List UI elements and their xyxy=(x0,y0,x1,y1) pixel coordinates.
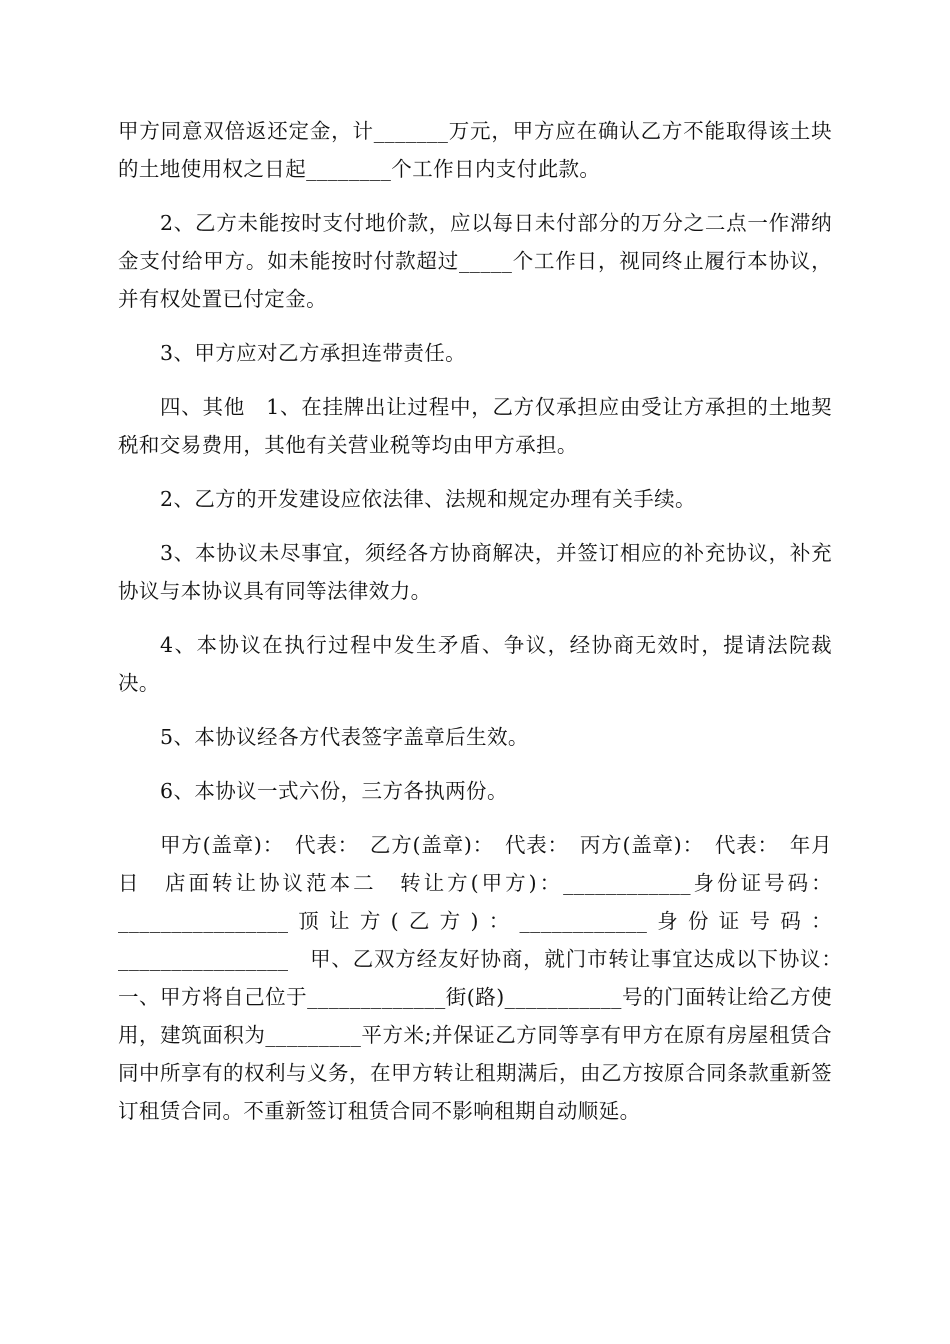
paragraph-other-2: 2、乙方的开发建设应依法律、法规和规定办理有关手续。 xyxy=(160,487,696,511)
paragraph-other-1: 四、其他 1、在挂牌出让过程中，乙方仅承担应由受让方承担的土地契税和交易费用，其他有关营业税等均由甲方承担。 xyxy=(118,395,832,457)
paragraph-refund: 甲方同意双倍返还定金，计_______万元，甲方应在确认乙方不能取得该土块的土地使用权之日起________个工作日内支付此款。 xyxy=(118,119,832,181)
paragraph-other-3: 3、本协议未尽事宜，须经各方协商解决，并签订相应的补充协议，补充协议与本协议具有同等法律效力。 xyxy=(118,541,832,603)
paragraph-other-4: 4、本协议在执行过程中发生矛盾、争议，经协商无效时，提请法院裁决。 xyxy=(118,633,832,695)
paragraph-other-5: 5、本协议经各方代表签字盖章后生效。 xyxy=(160,725,529,749)
paragraph-signatures-and-template-2: 甲方(盖章)： 代表： 乙方(盖章)： 代表： 丙方(盖章)： 代表： 年月 日 店面转让协议范本二 转让方(甲方)：____________身份证号码：________________顶让方(乙方)：____________身份证号码：________________ 甲、乙双方经友好协商，就门市转让事宜达成以下协议： 一、甲方将自己位于_____________街(路)___________号的门面转让给乙方使用，建筑面积为_________平方米;并保证乙方同等享有甲方在原有房屋租赁合同中所享有的权利与义务，在甲方转让租期满后，由乙方按原合同条款重新签订租赁合同。不重新签订租赁合同不影响租期自动顺延。 xyxy=(118,833,853,1123)
paragraph-joint-liability: 3、甲方应对乙方承担连带责任。 xyxy=(160,341,467,365)
paragraph-other-6: 6、本协议一式六份，三方各执两份。 xyxy=(160,779,508,803)
paragraph-late-payment: 2、乙方未能按时支付地价款，应以每日未付部分的万分之二点一作滞纳金支付给甲方。如未能按时付款超过_____个工作日，视同终止履行本协议，并有权处置已付定金。 xyxy=(118,211,832,311)
document-page xyxy=(118,112,853,1146)
